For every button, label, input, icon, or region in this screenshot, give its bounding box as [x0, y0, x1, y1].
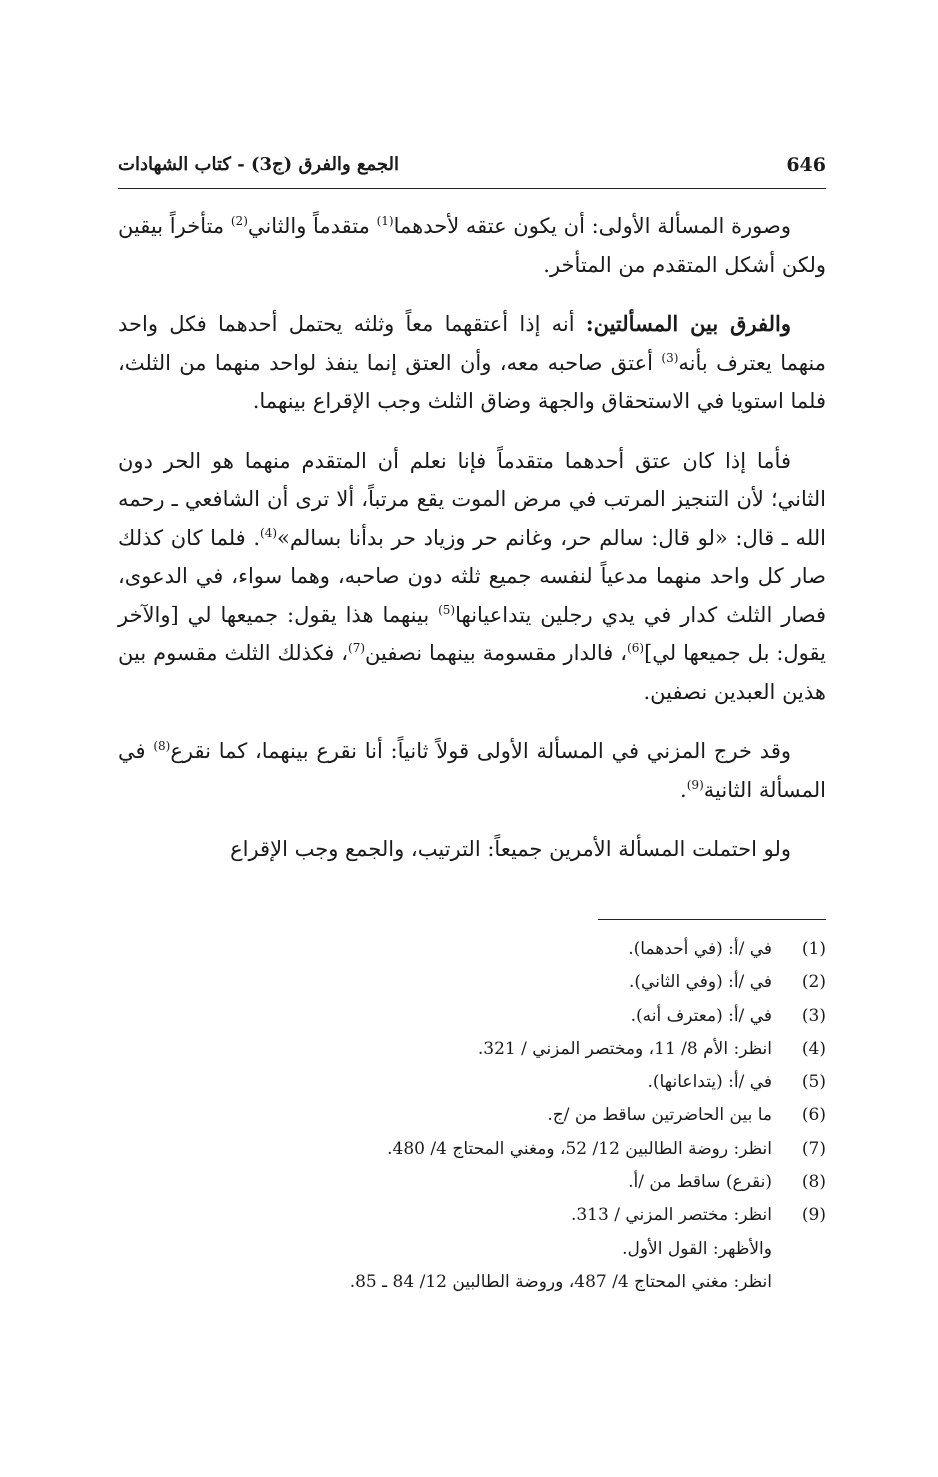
footnote — [118, 1099, 826, 1132]
footnote-separator — [598, 919, 826, 920]
footnote — [118, 1133, 826, 1166]
footnote-number: (5) — [801, 1072, 826, 1093]
footnote-text: انظر: مختصر المزني / 313. — [570, 1205, 772, 1226]
footnote-number: (3) — [801, 1005, 826, 1026]
text-run: وصورة المسألة الأولى: أن يكون عتقه لأحدهما — [393, 214, 791, 238]
footnote-number: (8) — [801, 1172, 826, 1193]
footnote-ref-6: (6) — [627, 641, 645, 655]
footnote-continuation: انظر: مغني المحتاج 4/ 487، وروضة الطالبين 12/ 84 ـ 85. — [349, 1271, 772, 1292]
text-run: أنه إذا أعتقهما معاً وثلثه يحتمل أحدهما فكل واحد منهما يعترف بأنه — [118, 312, 826, 375]
footnote-text: (نقرع) ساقط من /أ. — [628, 1172, 772, 1193]
footnote-ref-4: (4) — [260, 525, 278, 540]
footnote-text: في /أ: (يتداعانها). — [647, 1072, 772, 1093]
footnote-number: (1) — [801, 939, 826, 959]
footnote — [118, 966, 826, 999]
text-run: ولو احتملت المسألة الأمرين جميعاً: الترتيب، والجمع وجب الإقراع — [230, 837, 791, 861]
footnote-ref-1: (1) — [376, 214, 394, 228]
footnote-text: في /أ: (معترف أنه). — [630, 1005, 772, 1026]
footnote-text: انظر: الأم 8/ 11، ومختصر المزني / 321. — [477, 1038, 772, 1059]
footnote — [118, 1000, 826, 1033]
footnote-number: (4) — [801, 1038, 826, 1059]
footnote-ref-9: (9) — [686, 777, 704, 792]
page-header — [118, 148, 826, 189]
footnote — [118, 1033, 826, 1066]
paragraph-5 — [118, 830, 826, 869]
page-number: 646 — [786, 154, 826, 176]
footnote-ref-5: (5) — [438, 602, 456, 617]
text-run: أعتق صاحبه معه، وأن العتق إنما ينفذ لواحد منهما من الثلث، فلما استويا في الاستحقاق والجهة وضاق الثلث وجب الإقراع بينهما. — [118, 350, 826, 413]
paragraph-1 — [118, 207, 826, 284]
footnote-number: (7) — [801, 1138, 826, 1159]
footnote-number: (9) — [801, 1205, 826, 1226]
text-run: بينهما هذا يقول: جميعها لي [والآخر يقول: بل جميعها لي] — [118, 602, 826, 665]
footnote — [118, 1066, 826, 1099]
main-text — [118, 207, 826, 890]
paragraph-2 — [118, 305, 826, 421]
text-run: . فلما كان كذلك صار كل واحد منهما مدعياً لنفسه جميع ثلثه دون صاحبه، وهما سواء، في الدعوى، فصار الثلث كدار في يدي رجلين يتداعيانها — [118, 525, 826, 627]
footnote-text: انظر: روضة الطالبين 12/ 52، ومغني المحتاج 4/ 480. — [387, 1138, 772, 1159]
footnote-number: (2) — [801, 972, 826, 993]
footnote-number: (6) — [801, 1105, 826, 1126]
paragraph-lead: والفرق بين المسألتين: — [585, 311, 791, 336]
footnote-continuation: والأظهر: القول الأول. — [622, 1238, 772, 1259]
text-run: فأما إذا كان عتق أحدهما متقدماً فإنا نعلم أن المتقدم منهما هو الحر دون الثاني؛ لأن التنجيز المرتب في مرض الموت يقع مرتباً، ألا ترى أن الشافعي ـ رحمه الله ـ قال: «لو قال: سالم حر، وغانم حر وزياد حر بدأنا بسالم» — [118, 448, 826, 550]
text-run: ، فكذلك الثلث مقسوم بين هذين العبدين نصفين. — [118, 641, 826, 704]
footnote — [118, 1199, 826, 1232]
text-run: ، فالدار مقسومة بينهما نصفين — [365, 641, 628, 665]
paragraph-3 — [118, 442, 826, 712]
footnote-ref-3: (3) — [661, 350, 679, 365]
text-run: في المسألة الثانية — [118, 739, 826, 802]
footnote — [118, 933, 826, 966]
footnote-text: في /أ: (وفي الثاني). — [629, 972, 772, 993]
footnote-text: ما بين الحاضرتين ساقط من /ج. — [547, 1105, 772, 1126]
text-run: متأخراً بيقين ولكن أشكل المتقدم من المتأخر. — [117, 214, 826, 277]
footnote-text: في /أ: (في أحدهما). — [628, 939, 772, 959]
text-run: متقدماً والثاني — [247, 214, 377, 238]
text-run: . — [680, 777, 687, 802]
paragraph-4 — [118, 732, 826, 809]
footnote — [118, 1166, 826, 1199]
footnotes — [118, 933, 826, 1299]
text-run: وقد خرج المزني في المسألة الأولى قولاً ثانياً: أنا نقرع بينهما، كما نقرع — [170, 739, 792, 763]
footnote-ref-2: (2) — [230, 214, 248, 228]
footnote-ref-7: (7) — [348, 641, 366, 655]
footnote-ref-8: (8) — [153, 739, 171, 753]
running-title: الجمع والفرق (ج3) - كتاب الشهادات — [118, 154, 399, 175]
